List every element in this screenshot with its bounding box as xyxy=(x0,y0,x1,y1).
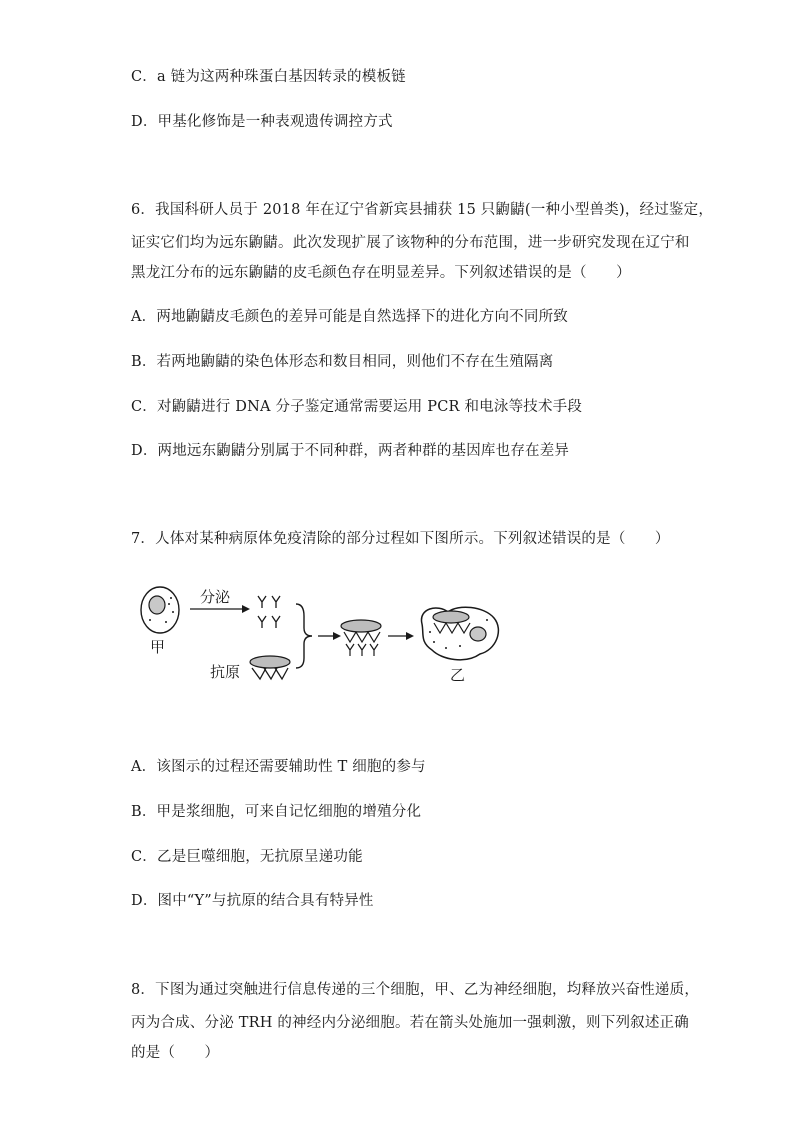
brace xyxy=(296,604,312,668)
label-secrete: 分泌 xyxy=(200,588,231,606)
q5-option-d: D．甲基化修饰是一种表观遗传调控方式 xyxy=(131,114,393,130)
q8-stem-line-1: 8．下图为通过突触进行信息传递的三个细胞，甲、乙为神经细胞，均释放兴奋性递质， xyxy=(131,982,700,998)
secretion-arrow xyxy=(190,605,250,613)
free-antibodies xyxy=(258,596,280,628)
q7-option-d: D．图中“Y”与抗原的结合具有特异性 xyxy=(131,893,374,909)
label-yi: 乙 xyxy=(450,666,466,684)
q6-option-d: D．两地远东鼩鼱分别属于不同种群，两者种群的基因库也存在差异 xyxy=(131,443,570,459)
label-antigen: 抗原 xyxy=(210,663,241,681)
macrophage-yi xyxy=(421,607,498,660)
q6-stem-line-1: 6．我国科研人员于 2018 年在辽宁省新宾县捕获 15 只鼩鼱(一种小型兽类)，经过鉴定， xyxy=(131,202,714,218)
q6-stem-line-3: 黑龙江分布的远东鼩鼱的皮毛颜色存在明显差异。下列叙述错误的是（ ） xyxy=(131,265,631,281)
q7-stem: 7．人体对某种病原体免疫清除的部分过程如下图所示。下列叙述错误的是（ ） xyxy=(131,531,670,547)
q6-stem-line-2: 证实它们均为远东鼩鼱。此次发现扩展了该物种的分布范围，进一步研究发现在辽宁和 xyxy=(131,235,690,251)
q7-option-c: C．乙是巨噬细胞，无抗原呈递功能 xyxy=(131,849,363,865)
plasma-cell-jia xyxy=(141,587,179,633)
q5-option-c: C．a 链为这两种珠蛋白基因转录的模板链 xyxy=(131,69,406,85)
q7-option-a: A．该图示的过程还需要辅助性 T 细胞的参与 xyxy=(131,759,426,775)
q6-option-a: A．两地鼩鼱皮毛颜色的差异可能是自然选择下的进化方向不同所致 xyxy=(131,309,568,325)
arrow-to-complex xyxy=(318,632,341,640)
q6-option-c: C．对鼩鼱进行 DNA 分子鉴定通常需要运用 PCR 和电泳等技术手段 xyxy=(131,399,583,415)
q8-stem-line-2: 丙为合成、分泌 TRH 的神经内分泌细胞。若在箭头处施加一强刺激，则下列叙述正确 xyxy=(131,1015,689,1031)
q8-stem-line-3: 的是（ ） xyxy=(131,1045,220,1061)
q7-option-b: B．甲是浆细胞，可来自记忆细胞的增殖分化 xyxy=(131,804,422,820)
label-jia: 甲 xyxy=(150,638,166,656)
q6-option-b: B．若两地鼩鼱的染色体形态和数目相同，则他们不存在生殖隔离 xyxy=(131,354,554,370)
antigen-antibody-complex xyxy=(341,620,381,656)
immune-process-diagram xyxy=(140,572,510,687)
arrow-to-macrophage xyxy=(388,632,414,640)
antigen-with-receptors xyxy=(250,656,290,679)
